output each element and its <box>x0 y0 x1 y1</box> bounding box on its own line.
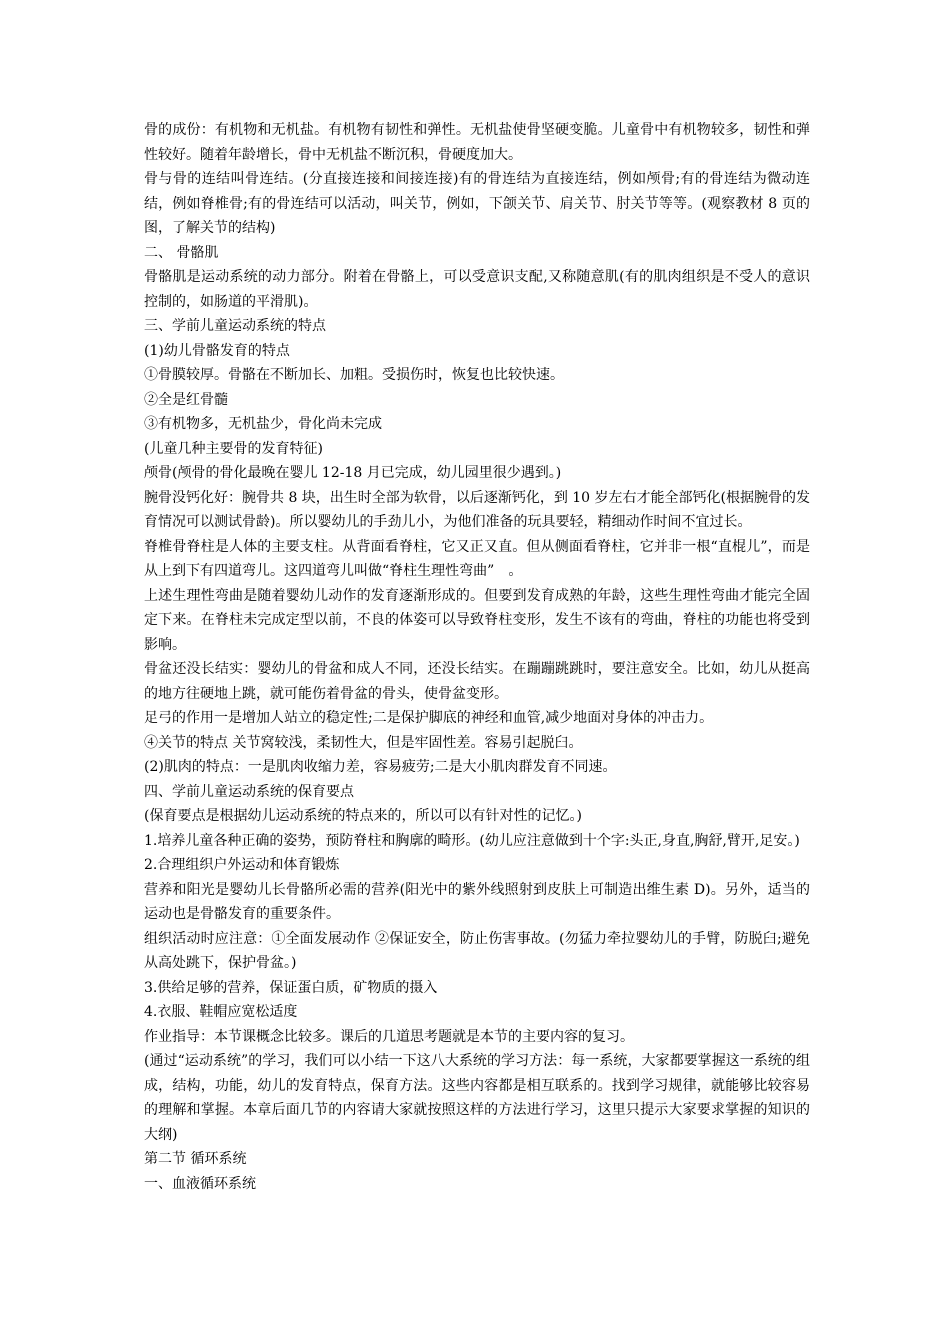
paragraph-study-method: (通过“运动系统”的学习，我们可以小结一下这八大系统的学习方法：每一系统，大家都要掌握这一系统的组成，结构，功能，幼儿的发育特点，保育方法。这些内容都是相互联系的。找到学习规律，就能够比较容易的理解和掌握。本章后面几节的内容请大家就按照这样的方法进行学习，这里只提示大家要求掌握的知识的大纲) <box>144 1053 810 1143</box>
heading-section-circulatory: 第二节 循环系统 <box>144 1151 247 1167</box>
paragraph-bone-composition: 骨的成份：有机物和无机盐。有机物有韧性和弹性。无机盐使骨坚硬变脆。儿童骨中有机物较多，韧性和弹性较好。随着年龄增长，骨中无机盐不断沉积，骨硬度加大。 <box>144 122 810 163</box>
heading-blood-circulation: 一、血液循环系统 <box>144 1175 256 1192</box>
paragraph-nutrition-sunlight: 营养和阳光是婴幼儿长骨骼所必需的营养(阳光中的紫外线照射到皮肤上可制造出维生素 D)。另外，适当的运动也是骨骼发育的重要条件。 <box>144 881 810 922</box>
heading-skeletal-muscle: 二、 骨骼肌 <box>144 244 219 261</box>
paragraph-bone-joints: 骨与骨的连结叫骨连结。(分直接连接和间接连接)有的骨连结为直接连结，例如颅骨;有的骨连结为微动连结，例如脊椎骨;有的骨连结可以活动，叫关节，例如，下颌关节、肩关节、肘关节等等。(观察教材 8 页的图，了解关节的结构) <box>144 171 810 236</box>
note-major-bones: (儿童几种主要骨的发育特征) <box>144 440 323 457</box>
paragraph-spinal-curves: 上述生理性弯曲是随着婴幼儿动作的发育逐渐形成的。但要到发育成熟的年龄，这些生理性弯曲才能完全固定下来。在脊柱未完成定型以前，不良的体姿可以导致脊柱变形，发生不该有的弯曲，脊柱的功能也将受到影响。 <box>144 587 810 653</box>
list-item-clothing: 4.衣服、鞋帽应宽松适度 <box>144 1004 298 1020</box>
list-item-outdoor-exercise: 2.合理组织户外运动和体育锻炼 <box>144 857 340 873</box>
heading-care-points: 四、学前儿童运动系统的保育要点 <box>144 783 354 800</box>
list-item-red-marrow: ②全是红骨髓 <box>144 391 228 408</box>
paragraph-activity-notes: 组织活动时应注意：①全面发展动作 ②保证安全，防止伤害事故。(勿猛力牵拉婴幼儿的手臂，防脱臼;避免从高处跳下，保护骨盆。) <box>144 930 810 971</box>
paragraph-pelvis: 骨盆还没长结实：婴幼儿的骨盆和成人不同，还没长结实。在蹦蹦跳跳时，要注意安全。比如，幼儿从挺高的地方往硬地上跳，就可能伤着骨盆的骨头，使骨盆变形。 <box>144 661 810 702</box>
note-care-points: (保育要点是根据幼儿运动系统的特点来的，所以可以有针对性的记忆。) <box>144 808 582 824</box>
document-page <box>144 118 810 1196</box>
list-item-periosteum: ①骨膜较厚。骨骼在不断加长、加粗。受损伤时，恢复也比较快速。 <box>144 367 564 383</box>
paragraph-homework-guidance: 作业指导：本节课概念比较多。课后的几道思考题就是本节的主要内容的复习。 <box>144 1028 634 1045</box>
paragraph-carpal-bones: 腕骨没钙化好：腕骨共 8 块，出生时全部为软骨，以后逐渐钙化，到 10 岁左右才能全部钙化(根据腕骨的发育情况可以测试骨龄)。所以婴幼儿的手劲儿小，为他们准备的玩具要轻，精细动作时间不宜过长。 <box>144 489 810 530</box>
paragraph-skull: 颅骨(颅骨的骨化最晚在婴儿 12-18 月已完成，幼儿园里很少遇到。) <box>144 465 562 481</box>
paragraph-foot-arch: 足弓的作用一是增加人站立的稳定性;二是保护脚底的神经和血管,减少地面对身体的冲击力。 <box>144 710 714 726</box>
subheading-bone-development: (1)幼儿骨骼发育的特点 <box>144 342 290 359</box>
paragraph-skeletal-muscle: 骨骼肌是运动系统的动力部分。附着在骨骼上，可以受意识支配,又称随意肌(有的肌肉组织是不受人的意识控制的，如肠道的平滑肌)。 <box>144 269 810 310</box>
subheading-muscle-features: (2)肌肉的特点：一是肌肉收缩力差，容易疲劳;二是大小肌肉群发育不同速。 <box>144 759 617 775</box>
list-item-organic-matter: ③有机物多，无机盐少，骨化尚未完成 <box>144 416 382 432</box>
list-item-posture: 1.培养儿童各种正确的姿势，预防脊柱和胸廓的畸形。(幼儿应注意做到十个字:头正,身直,胸舒,臂开,足安。) <box>144 832 800 849</box>
paragraph-spine: 脊椎骨脊柱是人体的主要支柱。从背面看脊柱，它又正又直。但从侧面看脊柱，它并非一根“直棍儿”，而是从上到下有四道弯儿。这四道弯儿叫做“脊柱生理性弯曲” 。 <box>144 538 810 579</box>
list-item-joints: ④关节的特点 关节窝较浅，柔韧性大，但是牢固性差。容易引起脱臼。 <box>144 734 583 751</box>
heading-motor-system-features: 三、学前儿童运动系统的特点 <box>144 318 326 334</box>
list-item-nutrition: 3.供给足够的营养，保证蛋白质，矿物质的摄入 <box>144 979 438 996</box>
